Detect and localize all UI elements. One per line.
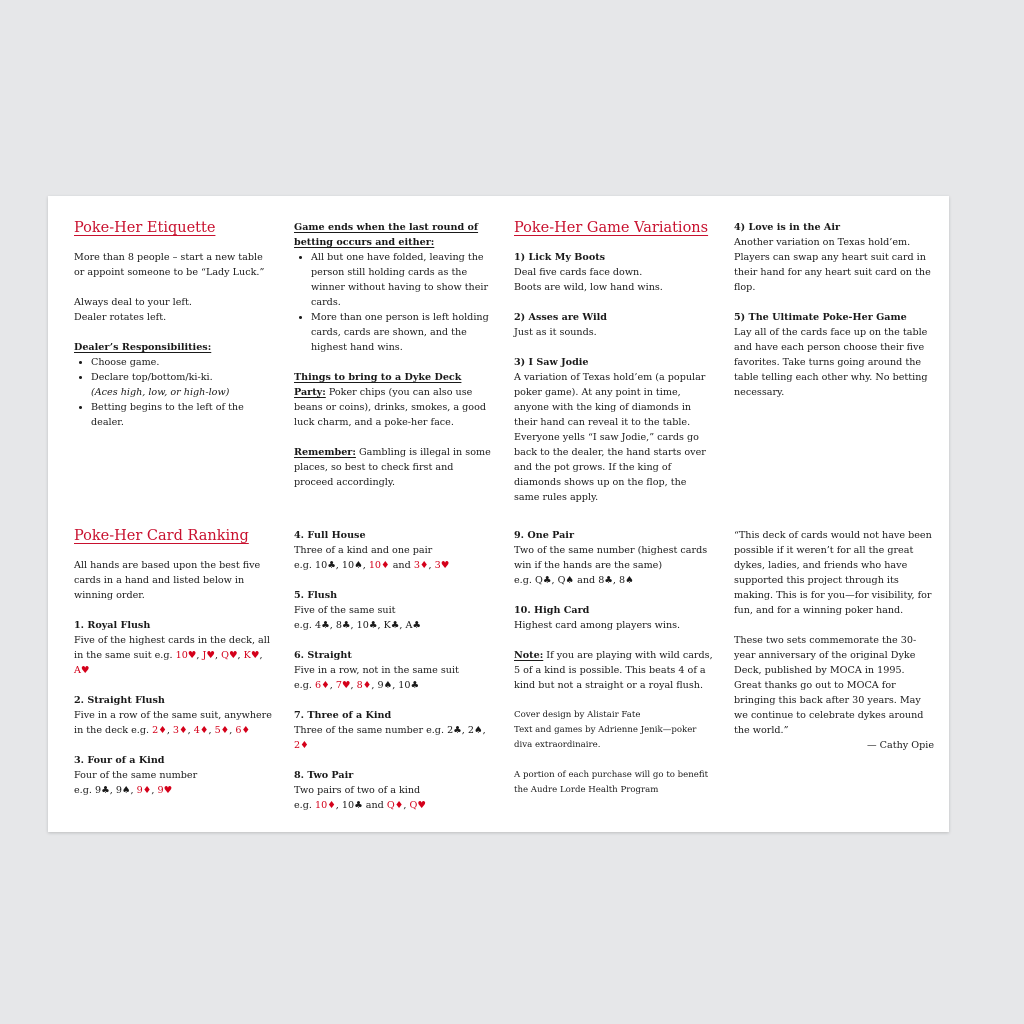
card-value: 9♥ xyxy=(157,785,173,796)
quote-author: — Cathy Opie xyxy=(867,740,934,751)
card-value: 9♦ xyxy=(136,785,152,796)
rank-9-title: 9. One Pair xyxy=(514,530,575,541)
game-ends-title: Game ends when the last round of betting occurs and either: xyxy=(294,222,479,248)
card-value: 2♠ xyxy=(467,725,483,736)
variation-3-text: A variation of Texas hold’em (a popular poker game). At any point in time, anyone with the king of diamonds in their hand can reveal it to the table. Everyone yells “I saw Jodie,” cards go back to the dealer, the hand starts over and the pot grows. If the king of diamonds shows up on the flop, the same rules apply. xyxy=(514,372,706,503)
card-value: 8♦ xyxy=(356,680,372,691)
list-item: • Betting begins to the left of the dealer. xyxy=(91,400,274,430)
eg-label: e.g. xyxy=(294,560,312,571)
rank-6-example xyxy=(294,678,494,693)
eg-label: e.g. xyxy=(294,680,312,691)
rank-3-cards: 9♣, 9♠, 9♦, 9♥ xyxy=(94,785,173,796)
rank-2-cards: 2♦, 3♦, 4♦, 5♦, 6♦ xyxy=(152,725,251,736)
card-value: 2♦ xyxy=(152,725,167,736)
card-value: A♣ xyxy=(405,620,421,631)
rank-4-text: Three of a kind and one pair xyxy=(294,545,433,556)
variations-title: Poke-Her Game Variations xyxy=(514,220,709,236)
rank-7-cards: 2♣, 2♠, 2♦ xyxy=(294,725,486,751)
note-text: If you are playing with wild cards, 5 of a kind is possible. This beats 4 of a kind but not a straight or a royal flush. xyxy=(514,650,713,691)
variation-3-title: 3) I Saw Jodie xyxy=(514,357,589,368)
card-value: Q♥ xyxy=(409,800,426,811)
ranking-title: Poke-Her Card Ranking xyxy=(74,528,249,544)
card-value: 5♦ xyxy=(214,725,230,736)
card-value: 10♣ xyxy=(398,680,420,691)
eg-label: e.g. xyxy=(514,575,532,586)
rank-7-text xyxy=(294,723,494,753)
remember-text: Gambling is illegal in some places, so best to check first and proceed accordingly. xyxy=(294,447,491,488)
card-value: Q♠ xyxy=(557,575,575,586)
card-value: 10♣ xyxy=(341,800,363,811)
rank-8-cards: 10♦, 10♣ and Q♦, Q♥ xyxy=(314,800,426,811)
list-item: • Declare top/bottom/ki-ki. xyxy=(91,370,274,385)
rank-6-text: Five in a row, not in the same suit xyxy=(294,665,459,676)
rank-7-title: 7. Three of a Kind xyxy=(294,710,392,721)
aces-note: (Aces high, low, or high-low) xyxy=(91,387,230,398)
game-ends-section xyxy=(294,220,494,490)
card-value: 3♦ xyxy=(413,560,429,571)
rank-1-title: 1. Royal Flush xyxy=(74,620,151,631)
text-credit: Text and games by Adrienne Jenik—poker diva extraordinaire. xyxy=(514,725,697,750)
card-value: J♥ xyxy=(202,650,215,661)
and-word: and xyxy=(577,575,596,586)
etiquette-section xyxy=(74,218,274,430)
etiquette-title: Poke-Her Etiquette xyxy=(74,220,216,236)
card-value: 6♦ xyxy=(235,725,251,736)
card-value: 8♠ xyxy=(619,575,634,586)
card-value: 3♦ xyxy=(172,725,188,736)
card-value: 8♣ xyxy=(335,620,351,631)
card-value: 2♣ xyxy=(447,725,462,736)
eg-label: e.g. xyxy=(294,800,312,811)
card-value: 6♦ xyxy=(314,680,330,691)
variation-4-text: Another variation on Texas hold’em. Players can swap any heart suit card in their hand for any heart suit card on the flop. xyxy=(734,237,931,293)
rules-sheet xyxy=(48,196,949,832)
list-item: • Choose game. xyxy=(91,355,274,370)
variation-1-title: 1) Lick My Boots xyxy=(514,252,606,263)
card-value: 4♣ xyxy=(314,620,330,631)
card-value: 10♥ xyxy=(175,650,197,661)
variation-2-title: 2) Asses are Wild xyxy=(514,312,607,323)
card-value: 9♠ xyxy=(377,680,393,691)
eg-label: e.g. xyxy=(74,785,92,796)
card-value: Q♦ xyxy=(386,800,404,811)
card-value: 4♦ xyxy=(193,725,209,736)
rank-6-cards: 6♦, 7♥, 8♦, 9♠, 10♣ xyxy=(314,680,420,691)
variation-1-line-1: Deal five cards face down. xyxy=(514,267,643,278)
etiquette-p2b: Dealer rotates left. xyxy=(74,312,167,323)
variation-1-line-2: Boots are wild, low hand wins. xyxy=(514,282,663,293)
rank-10-text: Highest card among players wins. xyxy=(514,620,681,631)
rank-4-example xyxy=(294,558,494,573)
card-value: 9♠ xyxy=(115,785,131,796)
rank-3-example xyxy=(74,783,274,798)
and-word: and xyxy=(392,560,411,571)
bring-paragraph xyxy=(294,370,494,430)
rank-8-title: 8. Two Pair xyxy=(294,770,354,781)
rank-4-cards: 10♣, 10♠, 10♦ and 3♦, 3♥ xyxy=(314,560,450,571)
card-value: Q♥ xyxy=(221,650,238,661)
rank-5-cards: 4♣, 8♣, 10♣, K♣, A♣ xyxy=(314,620,421,631)
note-label: Note: xyxy=(514,650,544,661)
card-value: 2♦ xyxy=(294,740,309,751)
quote-section xyxy=(734,528,934,753)
rank-2-desc: Five in a row of the same suit, anywhere in the deck e.g. xyxy=(74,710,272,736)
rank-5-example xyxy=(294,618,494,633)
variations-section xyxy=(514,218,714,505)
rank-9-example xyxy=(514,573,714,588)
variation-5-text: Lay all of the cards face up on the table and have each person choose their five favorites. Take turns going around the table telling each other why. No betting necessary. xyxy=(734,327,928,398)
and-word: and xyxy=(365,800,384,811)
variation-5-title: 5) The Ultimate Poke-Her Game xyxy=(734,312,907,323)
rank-1-text xyxy=(74,633,274,678)
list-item: • More than one person is left holding cards, cards are shown, and the highest hand wins. xyxy=(311,310,494,355)
variation-4-title: 4) Love is in the Air xyxy=(734,222,841,233)
card-value: A♥ xyxy=(74,665,90,676)
variation-2-text: Just as it sounds. xyxy=(514,327,597,338)
card-value: 10♠ xyxy=(341,560,363,571)
eg-label: e.g. xyxy=(294,620,312,631)
rank-7-desc: Three of the same number e.g. xyxy=(294,725,445,736)
card-value: 10♦ xyxy=(368,560,390,571)
quote-p1: “This deck of cards would not have been possible if it weren’t for all the great dykes, ladies, and friends who have supported this project through its making. This is for you—for visibility, for fun, and for a winning poker hand. xyxy=(734,530,932,616)
etiquette-p2a: Always deal to your left. xyxy=(74,297,192,308)
card-value: K♣ xyxy=(383,620,400,631)
rank-9-cards: Q♣, Q♠ and 8♣, 8♠ xyxy=(534,575,634,586)
bring-title: Things to bring to a Dyke Deck Party: xyxy=(294,372,462,398)
card-value: 10♣ xyxy=(356,620,378,631)
rank-4-title: 4. Full House xyxy=(294,530,366,541)
benefit-note: A portion of each purchase will go to benefit the Audre Lorde Health Program xyxy=(514,770,709,795)
list-item: • All but one have folded, leaving the person still holding cards as the winner without having to show their cards. xyxy=(311,250,494,310)
card-value: K♥ xyxy=(243,650,260,661)
ranking-continued-1 xyxy=(294,528,494,813)
variations-continued xyxy=(734,220,934,400)
card-value: Q♣ xyxy=(534,575,552,586)
rank-3-text: Four of the same number xyxy=(74,770,198,781)
ranking-intro: All hands are based upon the best five cards in a hand and listed below in winning order. xyxy=(74,560,261,601)
card-value: 10♣ xyxy=(314,560,336,571)
rank-1-desc: Five of the highest cards in the deck, all in the same suit e.g. xyxy=(74,635,270,661)
note-paragraph xyxy=(514,648,714,693)
card-value: 7♥ xyxy=(335,680,351,691)
remember-paragraph xyxy=(294,445,494,490)
etiquette-p1: More than 8 people – start a new table or appoint someone to be “Lady Luck.” xyxy=(74,252,265,278)
remember-label: Remember: xyxy=(294,447,356,458)
rank-2-text xyxy=(74,708,274,738)
cover-credit: Cover design by Alistair Fate xyxy=(514,710,641,720)
ranking-continued-2 xyxy=(514,528,714,798)
rank-6-title: 6. Straight xyxy=(294,650,352,661)
game-ends-list xyxy=(294,250,494,355)
rank-9-text: Two of the same number (highest cards win if the hands are the same) xyxy=(514,545,708,571)
rank-3-title: 3. Four of a Kind xyxy=(74,755,165,766)
responsibilities-title: Dealer’s Responsibilities: xyxy=(74,342,212,353)
rank-2-title: 2. Straight Flush xyxy=(74,695,165,706)
responsibilities-list xyxy=(74,355,274,430)
card-value: 9♣ xyxy=(94,785,110,796)
rank-1-cards: 10♥, J♥, Q♥, K♥, A♥ xyxy=(74,650,263,676)
rank-5-title: 5. Flush xyxy=(294,590,338,601)
quote-p2: These two sets commemorate the 30-year anniversary of the original Dyke Deck, published by MOCA in 1995. Great thanks go out to MOCA for bringing this back after 30 years. May we continue to celebrate dykes around the world.” xyxy=(734,635,924,736)
bring-text: Poker chips (you can also use beans or coins), drinks, smokes, a good luck charm, and a poke-her face. xyxy=(294,387,486,428)
rank-10-title: 10. High Card xyxy=(514,605,590,616)
rank-8-example xyxy=(294,798,494,813)
card-value: 8♣ xyxy=(598,575,613,586)
ranking-section xyxy=(74,526,274,798)
card-value: 10♦ xyxy=(314,800,336,811)
card-value: 3♥ xyxy=(434,560,450,571)
rank-5-text: Five of the same suit xyxy=(294,605,396,616)
rank-8-text: Two pairs of two of a kind xyxy=(294,785,421,796)
